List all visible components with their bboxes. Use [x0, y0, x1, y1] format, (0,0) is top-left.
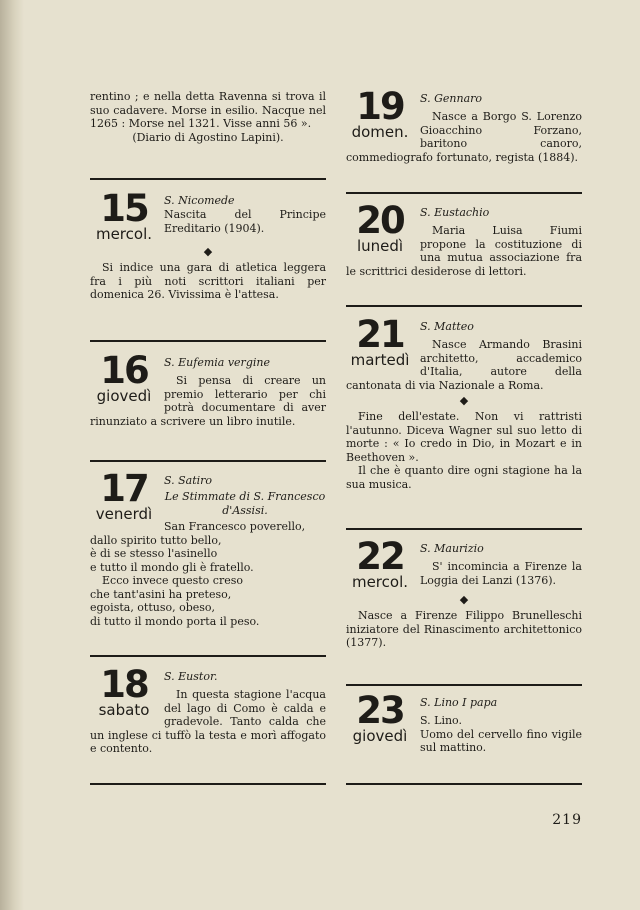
date-block [90, 663, 158, 719]
date-block [346, 689, 414, 745]
saint-name: S. Eustor. [164, 670, 218, 683]
continuation-entry [90, 90, 326, 144]
day-entry-21 [346, 313, 582, 491]
divider [90, 655, 326, 657]
divider [346, 305, 582, 307]
date-block [90, 187, 158, 243]
saint-name: S. Maurizio [420, 542, 484, 555]
day-entry-15 [90, 187, 326, 302]
calendar-page [24, 0, 640, 910]
divider [90, 460, 326, 462]
date-block [346, 313, 414, 369]
entry-text: Uomo del cervello fino vigile sul mattino. [420, 727, 582, 754]
day-number: 21 [356, 313, 404, 356]
verse-line: e tutto il mondo gli è fratello. [90, 560, 254, 574]
verse-line: Ecco invece questo creso [102, 574, 243, 587]
entry-text: Nascita del Principe Ereditario (1904). [164, 208, 326, 235]
entry-text: Nasce a Firenze Filippo Brunelleschi iniziatore del Rinascimento architettonico (1377). [346, 609, 582, 649]
saint-name: S. Eufemia vergine [164, 356, 270, 369]
book-spine [0, 0, 24, 910]
verse-line: che tant'asini ha preteso, [90, 587, 232, 601]
divider [346, 192, 582, 194]
divider [90, 783, 326, 785]
day-entry-18 [90, 663, 326, 756]
weekday: venerdì [95, 505, 153, 523]
diamond-ornament: ◆ [459, 394, 469, 407]
day-entry-20 [346, 199, 582, 278]
weekday: martedì [350, 351, 410, 369]
divider [346, 783, 582, 785]
verse-line: San Francesco poverello, [164, 520, 306, 533]
day-entry-22 [346, 535, 582, 650]
continuation-source: (Diario di Agostino Lapini). [132, 130, 284, 144]
verse-line: dallo spirito tutto bello, [90, 533, 222, 547]
entry-text: Si indice una gara di atletica leggera fra i più noti scrittori italiani per domenica 26. Vivissima è l'attesa. [90, 261, 326, 301]
weekday: lunedì [356, 237, 404, 255]
entry-text: Maria Luisa Fiumi propone la costituzione di una mutua associazione fra le scrittrici desiderose di lettori. [346, 224, 582, 278]
entry-text: Fine dell'estate. Non vi rattristi l'autunno. Diceva Wagner sul suo letto di morte : « Io credo in Dio, in Mozart e in Beethoven ». [346, 410, 582, 464]
weekday: giovedì [96, 387, 152, 405]
verse-line: di tutto il mondo porta il peso. [90, 614, 260, 628]
date-block [346, 85, 414, 141]
weekday: giovedì [352, 727, 408, 745]
continuation-text: rentino ; e nella detta Ravenna si trova il suo cadavere. Morse in esilio. Nacque nel 1265 : Morse nel 1321. Visse anni 56 ». [90, 90, 326, 130]
weekday: sabato [98, 701, 150, 719]
divider [90, 178, 326, 180]
weekday: mercol. [95, 225, 153, 243]
day-number: 20 [356, 199, 404, 242]
diamond-ornament: ◆ [203, 245, 213, 258]
saint-name: S. Eustachio [420, 206, 490, 219]
verse-line: egoista, ottuso, obeso, [90, 601, 216, 614]
verse-line: è di se stesso l'asinello [90, 547, 218, 560]
diamond-ornament: ◆ [459, 593, 469, 606]
entry-text: Il che è quanto dire ogni stagione ha la sua musica. [346, 464, 582, 491]
entry-text: S. Lino. [420, 714, 462, 727]
day-number: 22 [356, 535, 404, 578]
saint-name: S. Matteo [420, 320, 474, 333]
day-number: 16 [100, 349, 148, 392]
feast-name: Le Stimmate di S. Francesco d'Assisi. [164, 490, 326, 517]
entry-text: S' incomincia a Firenze la Loggia dei Lanzi (1376). [420, 560, 582, 587]
date-block [90, 349, 158, 405]
date-block [90, 467, 158, 523]
day-number: 19 [356, 85, 404, 128]
divider [346, 684, 582, 686]
day-number: 18 [100, 663, 148, 706]
date-block [346, 199, 414, 255]
weekday: domen. [351, 123, 409, 141]
weekday: mercol. [351, 573, 409, 591]
day-entry-19 [346, 85, 582, 164]
entry-text: Si pensa di creare un premio letterario per chi potrà documentare di aver rinunziato a scrivere un libro inutile. [90, 374, 326, 428]
divider [90, 340, 326, 342]
saint-name: S. Lino I papa [420, 696, 498, 709]
day-number: 23 [356, 689, 404, 732]
entry-text: Nasce a Borgo S. Lorenzo Gioacchino Forzano, baritono canoro, commediografo fortunato, regista (1884). [346, 110, 582, 164]
entry-text: Nasce Armando Brasini architetto, accademico d'Italia, autore della cantonata di via Nazionale a Roma. [346, 338, 582, 392]
day-entry-23 [346, 689, 582, 755]
day-entry-17 [90, 467, 326, 628]
day-number: 17 [100, 467, 148, 510]
saint-name: S. Nicomede [164, 194, 235, 207]
day-number: 15 [100, 187, 148, 230]
saint-name: S. Gennaro [420, 92, 483, 105]
saint-name: S. Satiro [164, 474, 213, 487]
day-entry-16 [90, 349, 326, 428]
divider [346, 528, 582, 530]
date-block [346, 535, 414, 591]
entry-text: In questa stagione l'acqua del lago di Como è calda e gradevole. Tanto calda che un inglese ci tuffò la testa e morì affogato e contento. [90, 688, 326, 755]
page-number: 219 [552, 812, 582, 828]
